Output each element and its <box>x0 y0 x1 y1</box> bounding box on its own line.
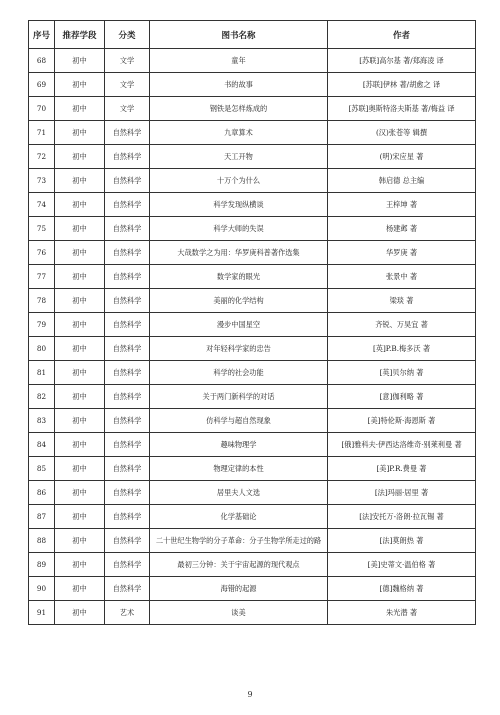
cell-title: 数学家的眼光 <box>150 265 328 289</box>
cell-category: 自然科学 <box>105 169 150 193</box>
cell-category: 自然科学 <box>105 313 150 337</box>
cell-category: 自然科学 <box>105 361 150 385</box>
cell-category: 文学 <box>105 49 150 73</box>
cell-stage: 初中 <box>55 505 105 529</box>
cell-stage: 初中 <box>55 217 105 241</box>
cell-stage: 初中 <box>55 577 105 601</box>
cell-category: 自然科学 <box>105 385 150 409</box>
table-row <box>29 601 476 625</box>
cell-title: 天工开物 <box>150 145 328 169</box>
cell-title: 居里夫人文选 <box>150 481 328 505</box>
page-number: 9 <box>247 690 253 699</box>
cell-author: [英]P.B.梅多沃 著 <box>328 337 476 361</box>
cell-title: 仿科学与超自然现象 <box>150 409 328 433</box>
cell-title: 钢铁是怎样炼成的 <box>150 97 328 121</box>
cell-index: 84 <box>29 433 55 457</box>
cell-title: 大哉数学之为用：华罗庚科普著作选集 <box>150 241 328 265</box>
table-row <box>29 385 476 409</box>
table-row <box>29 361 476 385</box>
cell-stage: 初中 <box>55 409 105 433</box>
cell-author: [苏联]伊林 著/胡愈之 译 <box>328 73 476 97</box>
cell-index: 80 <box>29 337 55 361</box>
cell-index: 82 <box>29 385 55 409</box>
cell-title: 漫步中国星空 <box>150 313 328 337</box>
cell-index: 74 <box>29 193 55 217</box>
cell-category: 自然科学 <box>105 265 150 289</box>
table-row <box>29 193 476 217</box>
cell-index: 78 <box>29 289 55 313</box>
cell-title: 美丽的化学结构 <box>150 289 328 313</box>
table-row <box>29 577 476 601</box>
table-row <box>29 433 476 457</box>
cell-index: 73 <box>29 169 55 193</box>
table-row <box>29 337 476 361</box>
header-title: 图书名称 <box>150 21 328 49</box>
cell-author: 杨建邺 著 <box>328 217 476 241</box>
cell-index: 91 <box>29 601 55 625</box>
cell-category: 艺术 <box>105 601 150 625</box>
cell-author: (明)宋应星 著 <box>328 145 476 169</box>
cell-stage: 初中 <box>55 145 105 169</box>
cell-category: 文学 <box>105 73 150 97</box>
cell-author: [德]魏格纳 著 <box>328 577 476 601</box>
cell-category: 自然科学 <box>105 409 150 433</box>
cell-title: 海错的起源 <box>150 577 328 601</box>
table-row <box>29 505 476 529</box>
table-row <box>29 481 476 505</box>
header-category: 分类 <box>105 21 150 49</box>
cell-title: 科学的社会功能 <box>150 361 328 385</box>
cell-title: 物理定律的本性 <box>150 457 328 481</box>
cell-author: 张景中 著 <box>328 265 476 289</box>
cell-author: [法]莫朗热 著 <box>328 529 476 553</box>
cell-index: 75 <box>29 217 55 241</box>
cell-stage: 初中 <box>55 361 105 385</box>
table-row <box>29 169 476 193</box>
cell-index: 85 <box>29 457 55 481</box>
table-row <box>29 289 476 313</box>
cell-index: 71 <box>29 121 55 145</box>
cell-title: 科学大师的失误 <box>150 217 328 241</box>
cell-stage: 初中 <box>55 313 105 337</box>
cell-category: 自然科学 <box>105 289 150 313</box>
cell-index: 83 <box>29 409 55 433</box>
cell-category: 自然科学 <box>105 481 150 505</box>
cell-title: 趣味物理学 <box>150 433 328 457</box>
cell-category: 自然科学 <box>105 433 150 457</box>
cell-category: 自然科学 <box>105 193 150 217</box>
table-row <box>29 49 476 73</box>
cell-index: 68 <box>29 49 55 73</box>
cell-title: 二十世纪生物学的分子革命：分子生物学所走过的路 <box>150 529 328 553</box>
cell-stage: 初中 <box>55 289 105 313</box>
table-row <box>29 529 476 553</box>
cell-stage: 初中 <box>55 553 105 577</box>
cell-stage: 初中 <box>55 73 105 97</box>
cell-category: 自然科学 <box>105 457 150 481</box>
cell-stage: 初中 <box>55 457 105 481</box>
cell-title: 谈美 <box>150 601 328 625</box>
cell-category: 自然科学 <box>105 241 150 265</box>
table-header-row <box>29 21 476 49</box>
cell-title: 九章算术 <box>150 121 328 145</box>
table-row <box>29 241 476 265</box>
header-index: 序号 <box>29 21 55 49</box>
table-row <box>29 457 476 481</box>
cell-stage: 初中 <box>55 601 105 625</box>
cell-category: 自然科学 <box>105 529 150 553</box>
cell-author: [俄]雅科夫·伊西达洛维奇·别莱利曼 著 <box>328 433 476 457</box>
cell-category: 自然科学 <box>105 553 150 577</box>
cell-stage: 初中 <box>55 385 105 409</box>
cell-author: [美]P.R.费曼 著 <box>328 457 476 481</box>
table-row <box>29 553 476 577</box>
cell-stage: 初中 <box>55 169 105 193</box>
table-row <box>29 73 476 97</box>
cell-author: 齐锐、万昊宜 著 <box>328 313 476 337</box>
cell-stage: 初中 <box>55 433 105 457</box>
cell-index: 69 <box>29 73 55 97</box>
cell-index: 87 <box>29 505 55 529</box>
table-row <box>29 217 476 241</box>
cell-stage: 初中 <box>55 193 105 217</box>
cell-stage: 初中 <box>55 49 105 73</box>
cell-title: 十万个为什么 <box>150 169 328 193</box>
cell-author: [苏联]奥斯特洛夫斯基 著/梅益 译 <box>328 97 476 121</box>
cell-index: 86 <box>29 481 55 505</box>
cell-title: 关于两门新科学的对话 <box>150 385 328 409</box>
cell-stage: 初中 <box>55 481 105 505</box>
cell-author: [意]伽利略 著 <box>328 385 476 409</box>
cell-category: 文学 <box>105 97 150 121</box>
cell-stage: 初中 <box>55 121 105 145</box>
cell-index: 77 <box>29 265 55 289</box>
cell-category: 自然科学 <box>105 217 150 241</box>
cell-author: [法]安托万-洛朗·拉瓦锡 著 <box>328 505 476 529</box>
cell-author: [法]玛丽·居里 著 <box>328 481 476 505</box>
cell-author: [美]特伦斯·海恩斯 著 <box>328 409 476 433</box>
cell-category: 自然科学 <box>105 121 150 145</box>
cell-index: 90 <box>29 577 55 601</box>
cell-index: 76 <box>29 241 55 265</box>
cell-index: 79 <box>29 313 55 337</box>
cell-category: 自然科学 <box>105 577 150 601</box>
cell-author: [美]史蒂文·温伯格 著 <box>328 553 476 577</box>
cell-stage: 初中 <box>55 337 105 361</box>
cell-author: 韩启德 总主编 <box>328 169 476 193</box>
table-row <box>29 265 476 289</box>
book-list-table <box>28 20 476 625</box>
cell-category: 自然科学 <box>105 145 150 169</box>
cell-author: 梁琰 著 <box>328 289 476 313</box>
header-stage: 推荐学段 <box>55 21 105 49</box>
table-row <box>29 97 476 121</box>
cell-index: 88 <box>29 529 55 553</box>
cell-title: 书的故事 <box>150 73 328 97</box>
cell-title: 科学发现纵横谈 <box>150 193 328 217</box>
cell-stage: 初中 <box>55 265 105 289</box>
cell-index: 89 <box>29 553 55 577</box>
cell-title: 对年轻科学家的忠告 <box>150 337 328 361</box>
cell-stage: 初中 <box>55 241 105 265</box>
cell-author: 朱光潜 著 <box>328 601 476 625</box>
cell-author: (汉)张苍等 辑撰 <box>328 121 476 145</box>
cell-author: 华罗庚 著 <box>328 241 476 265</box>
cell-stage: 初中 <box>55 529 105 553</box>
table-row <box>29 409 476 433</box>
table-row <box>29 121 476 145</box>
cell-stage: 初中 <box>55 97 105 121</box>
cell-category: 自然科学 <box>105 505 150 529</box>
cell-author: [苏联]高尔基 著/郑海凌 译 <box>328 49 476 73</box>
table-row <box>29 145 476 169</box>
cell-title: 童年 <box>150 49 328 73</box>
cell-title: 化学基础论 <box>150 505 328 529</box>
cell-title: 最初三分钟：关于宇宙起源的现代观点 <box>150 553 328 577</box>
table-row <box>29 313 476 337</box>
cell-index: 70 <box>29 97 55 121</box>
header-author: 作者 <box>328 21 476 49</box>
cell-author: 王梓坤 著 <box>328 193 476 217</box>
cell-index: 72 <box>29 145 55 169</box>
cell-category: 自然科学 <box>105 337 150 361</box>
cell-author: [英]贝尔纳 著 <box>328 361 476 385</box>
cell-index: 81 <box>29 361 55 385</box>
